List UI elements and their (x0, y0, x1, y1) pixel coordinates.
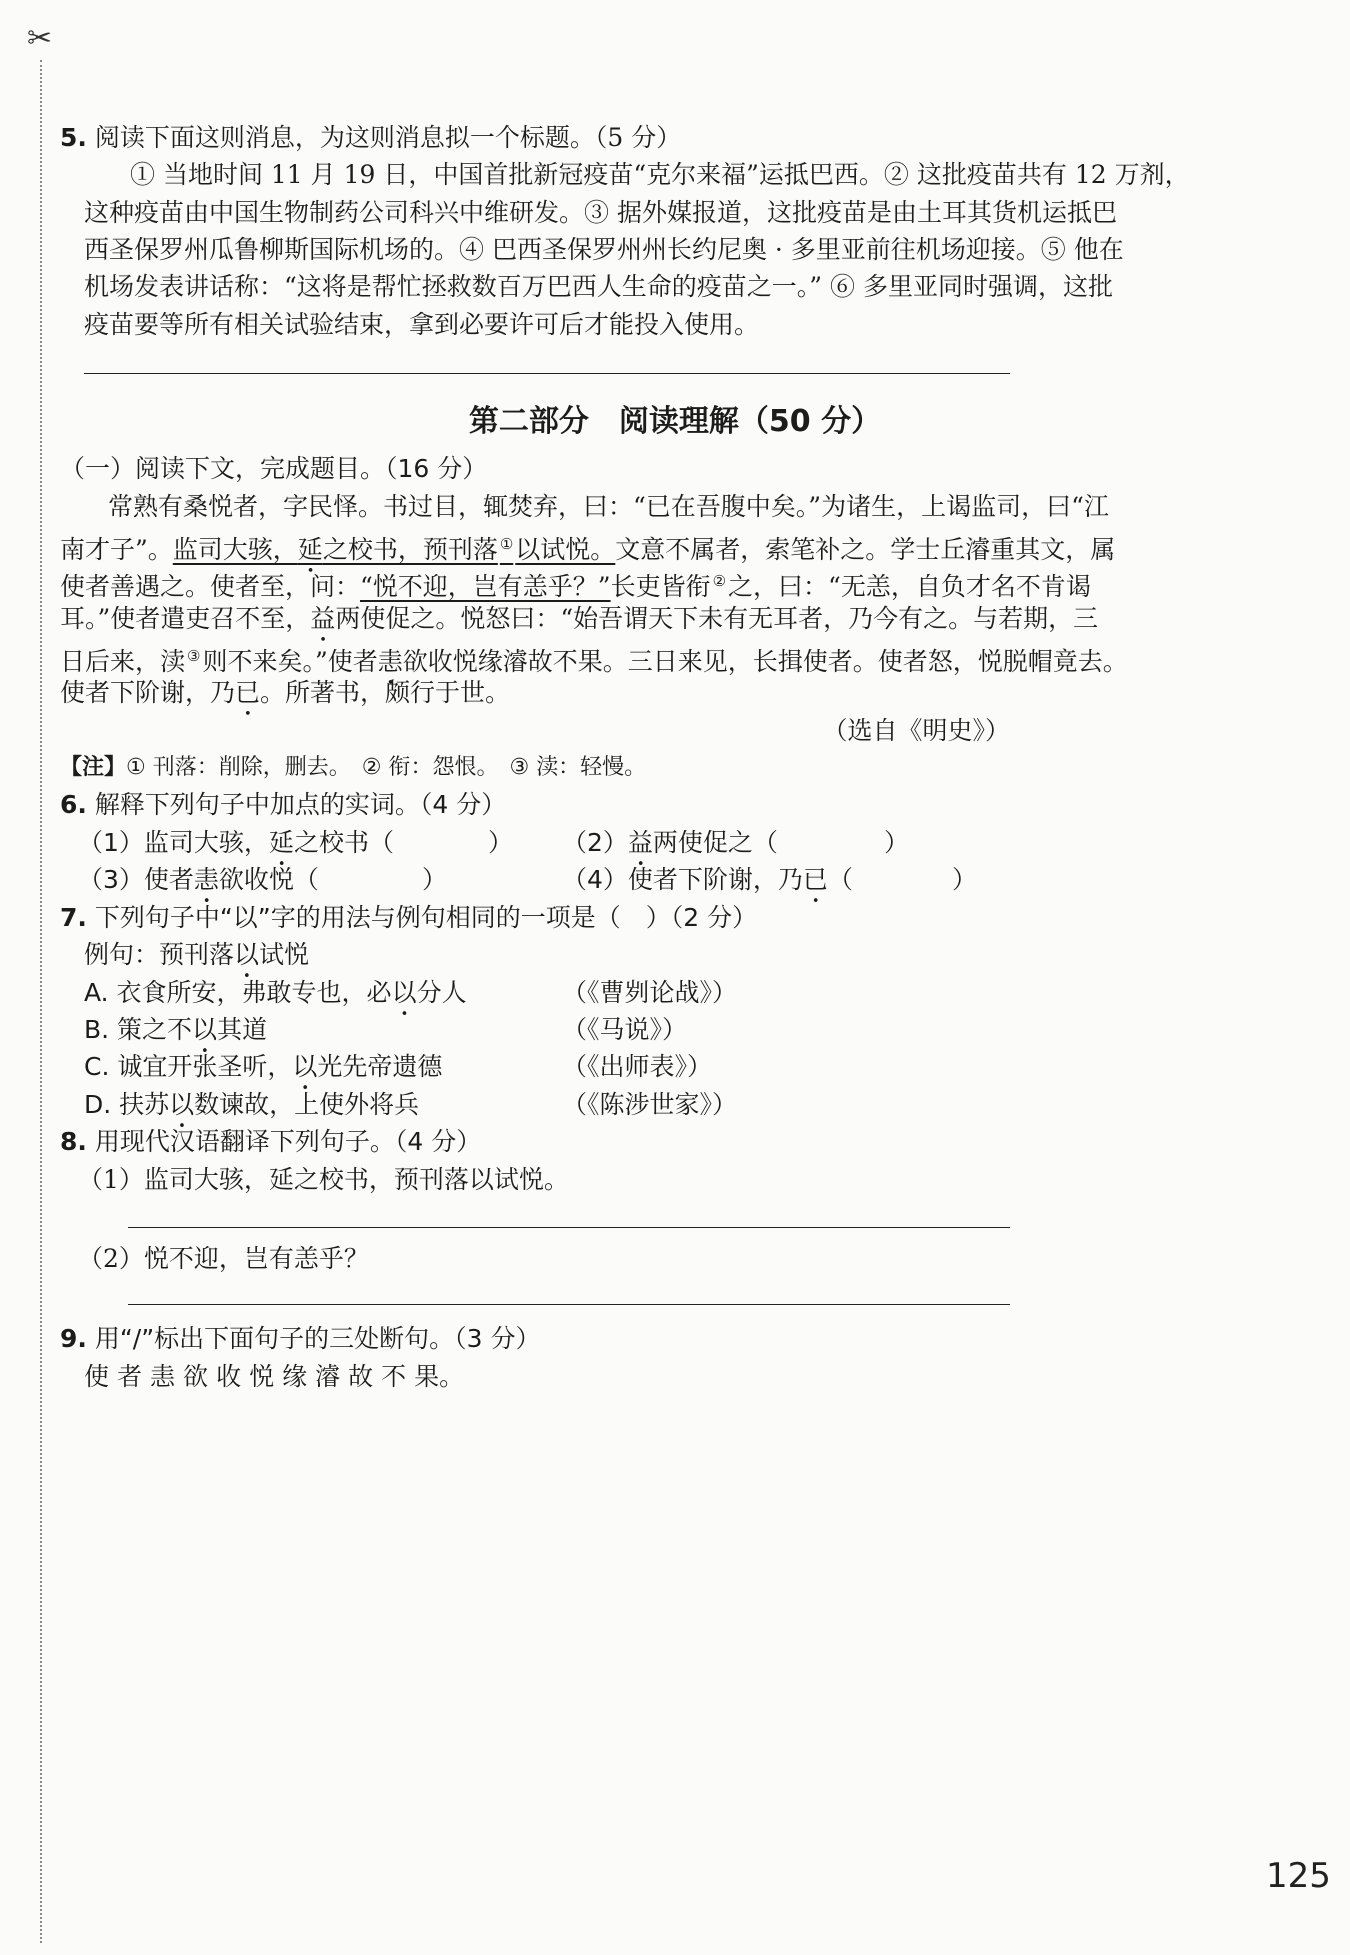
q5-prompt: 5. 阅读下面这则消息，为这则消息拟一个标题。（5 分） (60, 123, 682, 152)
q6-item-2: （2）益两使促之（ (562, 828, 778, 857)
q9-prompt: 9. 用“/”标出下面句子的三处断句。（3 分） (60, 1324, 541, 1353)
passage-line-6: 使者下阶谢，乃已。所著书，颇行于世。 (60, 678, 511, 707)
q7-option-c-source: （《出师表》） (562, 1052, 713, 1081)
cut-line (40, 60, 42, 1943)
q5-line-5: 疫苗要等所有相关试验结束，拿到必要许可后才能投入使用。 (84, 310, 760, 339)
passage-source: （选自《明史》） (822, 716, 1010, 745)
passage-line-5: 日后来，渎 ③则不来矣。”使者恚欲收悦缘濬故不果。三日来见，长揖使者。使者怒，悦脱帽竟去。 (60, 647, 1128, 676)
q6-item-1: （1）监司大骇，延之校书（ (78, 828, 394, 857)
q6-item-2-close: ） (884, 828, 910, 857)
q9-char: 者 (117, 1362, 143, 1391)
passage-notes: 【注】① 刊落：削除，删去。 ② 衔：怨恨。 ③ 渎：轻慢。 (60, 755, 647, 780)
q8-answer-line-1[interactable] (128, 1227, 1010, 1228)
q6-item-4-close: ） (952, 865, 978, 894)
q7-option-a-source: （《曹刿论战》） (562, 978, 738, 1007)
q8-prompt: 8. 用现代汉语翻译下列句子。（4 分） (60, 1127, 482, 1156)
q6-item-3-close: ） (422, 865, 448, 894)
page-number: 125 (1266, 1856, 1331, 1896)
q7-option-b-source: （《马说》） (562, 1015, 688, 1044)
q7-option-a[interactable]: A. 衣食所安，弗敢专也，必以分人 (84, 978, 467, 1007)
q5-line-2: 这种疫苗由中国生物制药公司科兴中维研发。③ 据外媒报道，这批疫苗是由土耳其货机运抵巴 (84, 198, 1117, 227)
q9-char: 欲 (183, 1362, 209, 1391)
q9-char: 故 (348, 1362, 374, 1391)
q7-option-c[interactable]: C. 诚宜开张圣听，以光先帝遗德 (84, 1052, 443, 1081)
q5-line-3: 西圣保罗州瓜鲁柳斯国际机场的。④ 巴西圣保罗州州长约尼奥 · 多里亚前往机场迎接。⑤ 他在 (84, 235, 1124, 264)
q7-example: 例句：预刊落以试悦 (84, 940, 310, 969)
q9-char: 缘 (282, 1362, 308, 1391)
q9-char: 果。 (414, 1362, 465, 1391)
scissors-icon: ✂ (27, 21, 53, 56)
passage-line-1: 常熟有桑悦者，字民怿。书过目，辄焚弃，曰：“已在吾腹中矣。”为诸生，上谒监司，曰“江 (108, 492, 1109, 521)
q8-sentence-2: （2）悦不迎，岂有恙乎？ (78, 1244, 369, 1273)
q7-option-b[interactable]: B. 策之不以其道 (84, 1015, 268, 1044)
q5-answer-line[interactable] (84, 373, 1010, 374)
q6-item-3: （3）使者恚欲收悦（ (78, 865, 319, 894)
q7-prompt: 7. 下列句子中“以”字的用法与例句相同的一项是（ ）（2 分） (60, 903, 758, 932)
passage-line-2: 南才子”。监司大骇，延之校书，预刊落 ①以试悦。文意不属者，索笔补之。学士丘濬重其文，属 (60, 535, 1116, 564)
q9-char: 不 (381, 1362, 407, 1391)
q9-char: 收 (216, 1362, 242, 1391)
q9-char: 悦 (249, 1362, 275, 1391)
q6-prompt: 6. 解释下列句子中加点的实词。（4 分） (60, 790, 507, 819)
q9-sentence[interactable] (84, 1362, 464, 1392)
q8-sentence-1: （1）监司大骇，延之校书，预刊落以试悦。 (78, 1165, 569, 1194)
q9-char: 使 (84, 1362, 110, 1391)
q7-option-d[interactable]: D. 扶苏以数谏故，上使外将兵 (84, 1090, 420, 1119)
section-heading: 第二部分 阅读理解（50 分） (468, 404, 882, 439)
q9-char: 恚 (150, 1362, 176, 1391)
q5-line-1: ① 当地时间 11 月 19 日，中国首批新冠疫苗“克尔来福”运抵巴西。② 这批疫苗共有 12 万剂， (130, 160, 1190, 189)
q6-item-1-close: ） (488, 828, 514, 857)
passage-line-3: 使者善遇之。使者至，问：“悦不迎，岂有恙乎？”长吏皆衔 ②之，曰：“无恙，自负才名不肯谒 (60, 572, 1091, 601)
q5-line-4: 机场发表讲话称：“这将是帮忙拯救数百万巴西人生命的疫苗之一。” ⑥ 多里亚同时强调，这批 (84, 272, 1113, 301)
q9-char: 濬 (315, 1362, 341, 1391)
passage-intro: （一）阅读下文，完成题目。（16 分） (60, 454, 488, 483)
q7-option-d-source: （《陈涉世家》） (562, 1090, 738, 1119)
q6-item-4: （4）使者下阶谢，乃已（ (562, 865, 853, 894)
q8-answer-line-2[interactable] (128, 1304, 1010, 1305)
passage-line-4: 耳。”使者遣吏召不至，益两使促之。悦怒曰：“始吾谓天下未有无耳者，乃今有之。与若期，三 (60, 604, 1099, 633)
